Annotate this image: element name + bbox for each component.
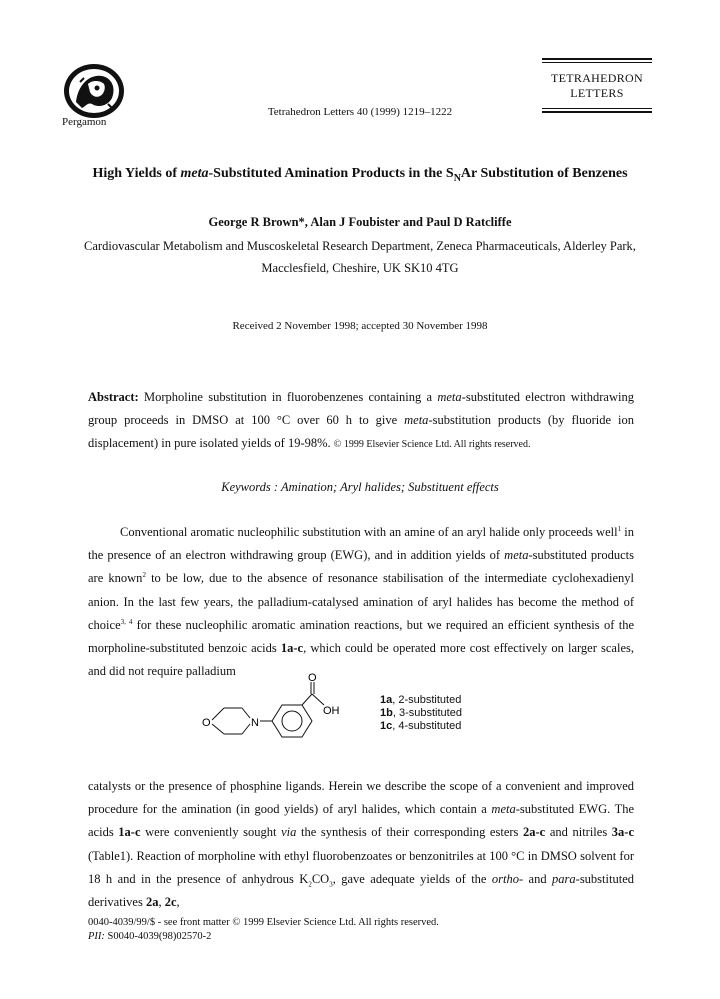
compound-list	[380, 694, 462, 733]
journal-reference: Tetrahedron Letters 40 (1999) 1219–1222	[267, 106, 453, 118]
bottom-rule	[542, 111, 652, 113]
bottom-rule-thin	[542, 108, 652, 109]
article-title: High Yields of meta-Substituted Amination Products in the $S_NAr$ Substitution of Benzenes	[92, 166, 628, 184]
atom-oh: OH	[323, 705, 340, 717]
affiliation-line1: Cardiovascular Metabolism and Muscoskeletal Research Department, Zeneca Pharmaceuticals, Alderley Park,	[84, 239, 636, 253]
compound-item: 1a, 2-substituted	[380, 694, 462, 706]
abstract: Abstract: Morpholine substitution in fluorobenzenes containing a meta-substituted electron withdrawing group proceeds in DMSO at 100 °C over 60 h to give meta-substitution products (by fluoride ion displacement) in pure isolated yields of 19-98%. © 1999 Elsevier Science Ltd. All rights reserved.	[88, 390, 634, 450]
authors: George R Brown*, Alan J Foubister and Paul D Ratcliffe	[208, 215, 512, 229]
journal-name-box	[542, 56, 652, 115]
atom-o-carbonyl: O	[308, 672, 317, 684]
atom-n: N	[251, 717, 259, 729]
keywords: Keywords : Amination; Aryl halides; Substituent effects	[221, 480, 499, 494]
atom-o-ring: O	[202, 717, 211, 729]
body-paragraph-2: catalysts or the presence of phosphine ligands. Herein we describe the scope of a convenient and improved procedure for the amination (in good yields) of aryl halides, which contain a meta-substituted EWG. The acids 1a-c were conveniently sought via the synthesis of their corresponding esters 2a-c and nitriles 3a-c (Table1). Reaction of morpholine with ethyl fluorobenzoates or benzonitriles at 100 °C in DMSO solvent for 18 h and in the presence of anhydrous $K_2CO_3$, gave adequate yields of the ortho- and para-substituted derivatives 2a, 2c,	[88, 779, 635, 910]
affiliation	[70, 235, 650, 279]
top-rule-thin	[542, 62, 652, 63]
body-paragraph-1: Conventional aromatic nucleophilic substitution with an amine of an aryl halide only proceeds well$^1$ in the presence of an electron withdrawing group (EWG), and in addition yields of meta-substituted products are known$^2$ to be low, due to the absence of resonance stabilisation of the intermediate cyclohexadienyl anion. In the last few years, the palladium-catalysed amination of aryl halides has become the method of choice$^{3, 4}$ for these nucleophilic aromatic amination reactions, but we required an efficient synthesis of the morpholine-substituted benzoic acids 1a-c, which could be operated more cost effectively on larger scales, and did not require palladium	[88, 524, 634, 679]
abstract-label: Abstract:	[88, 390, 139, 404]
publisher-name: Pergamon	[62, 116, 107, 128]
journal-name-line2: LETTERS	[570, 86, 624, 100]
abstract-copyright: © 1999 Elsevier Science Ltd. All rights reserved.	[333, 439, 531, 450]
footer-copyright: 0040-4039/99/$ - see front matter © 1999 Elsevier Science Ltd. All rights reserved.	[88, 917, 439, 928]
footer-pii: PII: S0040-4039(98)02570-2	[88, 931, 212, 942]
chemical-structure	[196, 670, 366, 746]
journal-name	[542, 65, 652, 106]
journal-name-line1: TETRAHEDRON	[551, 71, 643, 85]
footer	[88, 916, 439, 944]
compound-item: 1c, 4-substituted	[380, 720, 462, 732]
affiliation-line2: Macclesfield, Cheshire, UK SK10 4TG	[261, 261, 459, 275]
top-rule	[542, 58, 652, 60]
received-dates: Received 2 November 1998; accepted 30 November 1998	[232, 320, 488, 332]
compound-item: 1b, 3-substituted	[380, 707, 462, 719]
